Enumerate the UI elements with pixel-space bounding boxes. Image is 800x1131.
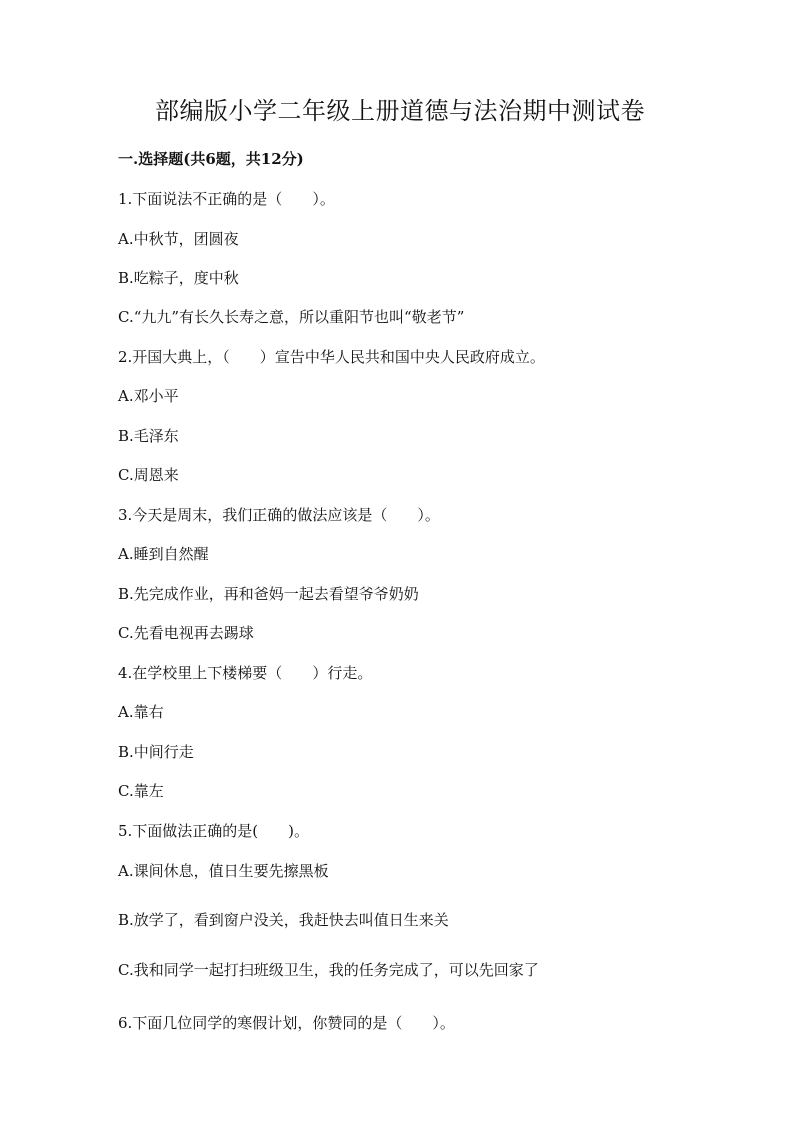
question-3-option-c: C.先看电视再去踢球: [118, 624, 254, 642]
question-5-stem: 5.下面做法正确的是( )。: [118, 822, 310, 840]
question-1-option-c: C.“九九”有长久长寿之意，所以重阳节也叫“敬老节”: [118, 308, 465, 326]
question-5-option-a: A.课间休息，值日生要先擦黑板: [118, 862, 329, 880]
question-3-option-b: B.先完成作业，再和爸妈一起去看望爷爷奶奶: [118, 585, 419, 603]
question-2-option-a: A.邓小平: [118, 387, 179, 405]
question-3-option-a: A.睡到自然醒: [118, 545, 209, 563]
question-4-option-b: B.中间行走: [118, 743, 194, 761]
question-4-option-a: A.靠右: [118, 703, 164, 721]
exam-title: 部编版小学二年级上册道德与法治期中测试卷: [155, 97, 645, 125]
question-4-stem: 4.在学校里上下楼梯要（ ）行走。: [118, 664, 373, 682]
question-2-option-b: B.毛泽东: [118, 427, 179, 445]
question-5-option-b: B.放学了，看到窗户没关，我赶快去叫值日生来关: [118, 911, 449, 929]
question-1-option-a: A.中秋节，团圆夜: [118, 230, 239, 248]
question-2-option-c: C.周恩来: [118, 466, 179, 484]
question-5-option-c: C.我和同学一起打扫班级卫生，我的任务完成了，可以先回家了: [118, 961, 539, 979]
question-1-stem: 1.下面说法不正确的是（ ）。: [118, 190, 335, 208]
question-3-stem: 3.今天是周末，我们正确的做法应该是（ ）。: [118, 506, 440, 524]
question-4-option-c: C.靠左: [118, 782, 164, 800]
question-1-option-b: B.吃粽子，度中秋: [118, 269, 239, 287]
question-2-stem: 2.开国大典上，（ ）宣告中华人民共和国中央人民政府成立。: [118, 348, 545, 366]
section-heading: 一.选择题(共6题，共12分): [118, 150, 304, 168]
question-6-stem: 6.下面几位同学的寒假计划，你赞同的是（ ）。: [118, 1014, 455, 1032]
